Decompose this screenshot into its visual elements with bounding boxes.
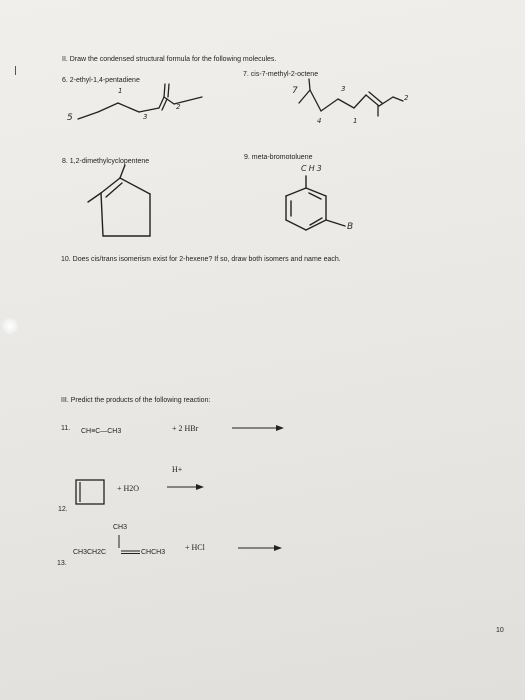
q7-carbon-number: 2 [404, 94, 409, 102]
question-13-number: 13. [57, 560, 67, 567]
question-7-label: 7. cis-7-methyl-2-octene [243, 71, 319, 78]
q7-carbon-number: 3 [341, 85, 346, 93]
q6-carbon-number: 5 [67, 113, 73, 123]
q7-carbon-number: 7 [292, 86, 298, 96]
section-2-heading: II. Draw the condensed structural formula for the following molecules. [62, 56, 277, 63]
q13-left-fragment: CH3CH2C [73, 549, 107, 556]
q13-reagent: + HCl [185, 543, 205, 552]
q11-reagent: + 2 HBr [172, 424, 199, 433]
question-9-label: 9. meta-bromotoluene [244, 154, 313, 161]
q9-ch3-handwritten: CH3 [301, 164, 324, 173]
q9-br-handwritten: B [347, 222, 354, 232]
q6-carbon-number: 3 [143, 113, 148, 121]
q12-reagent: + H2O [117, 484, 140, 493]
q13-right-fragment: CHCH3 [141, 549, 166, 556]
question-8-label: 8. 1,2-dimethylcyclopentene [62, 158, 150, 165]
q7-carbon-number: 4 [317, 117, 322, 125]
page-number: 10 [496, 627, 504, 634]
q12-catalyst: H+ [172, 465, 183, 474]
question-10-label: 10. Does cis/trans isomerism exist for 2-hexene? If so, draw both isomers and name each. [61, 256, 341, 263]
q6-carbon-number: 1 [118, 87, 123, 95]
section-3-heading: III. Predict the products of the following reaction: [61, 397, 211, 404]
q6-carbon-number: 2 [176, 103, 181, 111]
question-11-number: 11. [61, 425, 71, 432]
question-12-number: 12. [58, 506, 68, 513]
q11-reactant: CH≡C—CH3 [81, 428, 122, 435]
q7-carbon-number: 1 [353, 117, 358, 125]
q13-methyl: CH3 [113, 524, 128, 531]
question-6-label: 6. 2-ethyl-1,4-pentadiene [62, 77, 140, 84]
